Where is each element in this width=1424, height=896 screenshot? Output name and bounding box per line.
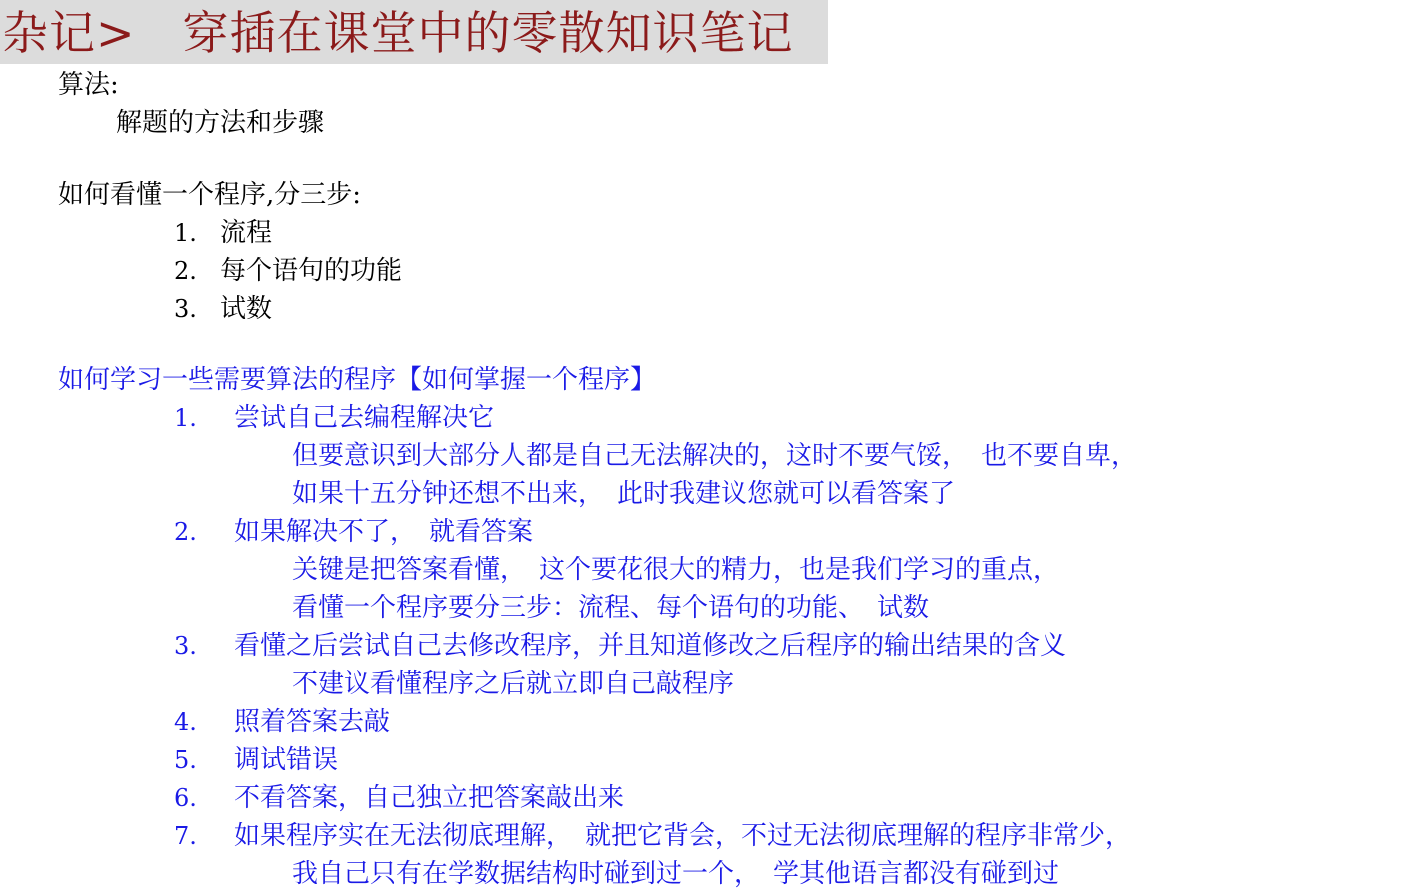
learn-step-1-text: 尝试自己去编程解决它 [234, 403, 495, 433]
learn-step-2-note-1: 关键是把答案看懂， 这个要花很大的精力，也是我们学习的重点， [292, 555, 1060, 585]
learn-step-2-text: 如果解决不了， 就看答案 [234, 517, 534, 547]
learn-step-5-text: 调试错误 [234, 745, 339, 775]
learn-step-7-number: 7. [174, 822, 197, 850]
learn-step-1-number: 1. [174, 404, 197, 432]
learn-step-3-note-1: 不建议看懂程序之后就立即自己敲程序 [292, 669, 735, 699]
learn-step-1-note-1: 但要意识到大部分人都是自己无法解决的，这时不要气馁， 也不要自卑， [292, 441, 1138, 471]
learn-step-3-number: 3. [174, 632, 197, 660]
read-step-2-number: 2. [174, 257, 197, 285]
learn-step-2-number: 2. [174, 518, 197, 546]
title-bar [0, 0, 828, 64]
learn-step-3-text: 看懂之后尝试自己去修改程序，并且知道修改之后程序的输出结果的含义 [234, 631, 1067, 661]
learn-algorithm-heading: 如何学习一些需要算法的程序【如何掌握一个程序】 [58, 365, 657, 395]
learn-step-5-number: 5. [174, 746, 197, 774]
read-step-3-number: 3. [174, 295, 197, 323]
read-step-2-text: 每个语句的功能 [220, 256, 403, 286]
learn-step-7-text: 如果程序实在无法彻底理解， 就把它背会，不过无法彻底理解的程序非常少， [234, 821, 1132, 851]
algorithm-heading: 算法: [58, 70, 119, 100]
learn-step-6-number: 6. [174, 784, 197, 812]
learn-step-6-text: 不看答案，自己独立把答案敲出来 [234, 783, 625, 813]
read-step-1-text: 流程 [220, 218, 273, 248]
learn-step-2-note-2: 看懂一个程序要分三步：流程、每个语句的功能、 试数 [292, 593, 930, 623]
learn-step-7-note-1: 我自己只有在学数据结构时碰到过一个， 学其他语言都没有碰到过 [292, 859, 1060, 889]
algorithm-definition: 解题的方法和步骤 [116, 108, 325, 138]
learn-step-1-note-2: 如果十五分钟还想不出来， 此时我建议您就可以看答案了 [292, 479, 956, 509]
learn-step-4-text: 照着答案去敲 [234, 707, 391, 737]
page-title: 杂记> 穿插在课堂中的零散知识笔记 [2, 6, 794, 60]
read-step-1-number: 1. [174, 219, 197, 247]
read-program-heading: 如何看懂一个程序,分三步: [58, 180, 362, 210]
read-step-3-text: 试数 [220, 294, 273, 324]
learn-step-4-number: 4. [174, 708, 197, 736]
